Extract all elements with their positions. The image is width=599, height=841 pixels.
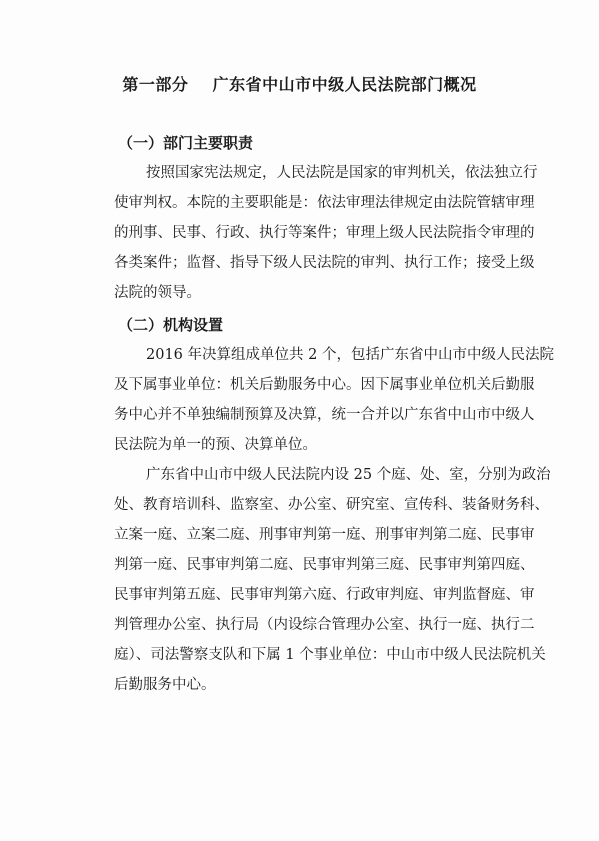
paragraph-line: 民事审判第五庭、民事审判第六庭、行政审判庭、审判监督庭、审 bbox=[114, 587, 535, 603]
paragraph-line: 及下属事业单位：机关后勤服务中心。因下属事业单位机关后勤服 bbox=[114, 377, 535, 393]
section-heading-duties: （一）部门主要职责 bbox=[118, 134, 254, 152]
paragraph-line: 民法院为单一的预、决算单位。 bbox=[114, 437, 317, 453]
paragraph-line: 判管理办公室、执行局（内设综合管理办公室、执行一庭、执行二 bbox=[114, 617, 535, 633]
paragraph-line: 各类案件；监督、指导下级人民法院的审判、执行工作；接受上级 bbox=[114, 255, 535, 271]
paragraph-line: 2016 年决算组成单位共 2 个，包括广东省中山市中级人民法院 bbox=[146, 347, 554, 363]
paragraph-line: 务中心并不单独编制预算及决算，统一合并以广东省中山市中级人 bbox=[114, 407, 535, 423]
paragraph-line: 后勤服务中心。 bbox=[114, 677, 216, 693]
paragraph-line: 处、教育培训科、监察室、办公室、研究室、宣传科、装备财务科、 bbox=[114, 497, 549, 513]
paragraph-line: 法院的领导。 bbox=[114, 285, 201, 301]
paragraph-line: 使审判权。本院的主要职能是：依法审理法律规定由法院管辖审理 bbox=[114, 195, 535, 211]
section-heading-structure: （二）机构设置 bbox=[118, 316, 224, 334]
page-title: 第一部分 广东省中山市中级人民法院部门概况 bbox=[122, 75, 477, 94]
paragraph-line: 立案一庭、立案二庭、刑事审判第一庭、刑事审判第二庭、民事审 bbox=[114, 527, 535, 543]
paragraph-line: 判第一庭、民事审判第二庭、民事审判第三庭、民事审判第四庭、 bbox=[114, 557, 535, 573]
paragraph-line: 的刑事、民事、行政、执行等案件；审理上级人民法院指令审理的 bbox=[114, 225, 535, 241]
paragraph-line: 按照国家宪法规定，人民法院是国家的审判机关，依法独立行 bbox=[146, 165, 538, 181]
paragraph-line: 庭）、司法警察支队和下属 1 个事业单位：中山市中级人民法院机关 bbox=[114, 647, 546, 663]
paragraph-line: 广东省中山市中级人民法院内设 25 个庭、处、室，分别为政治 bbox=[146, 467, 551, 483]
